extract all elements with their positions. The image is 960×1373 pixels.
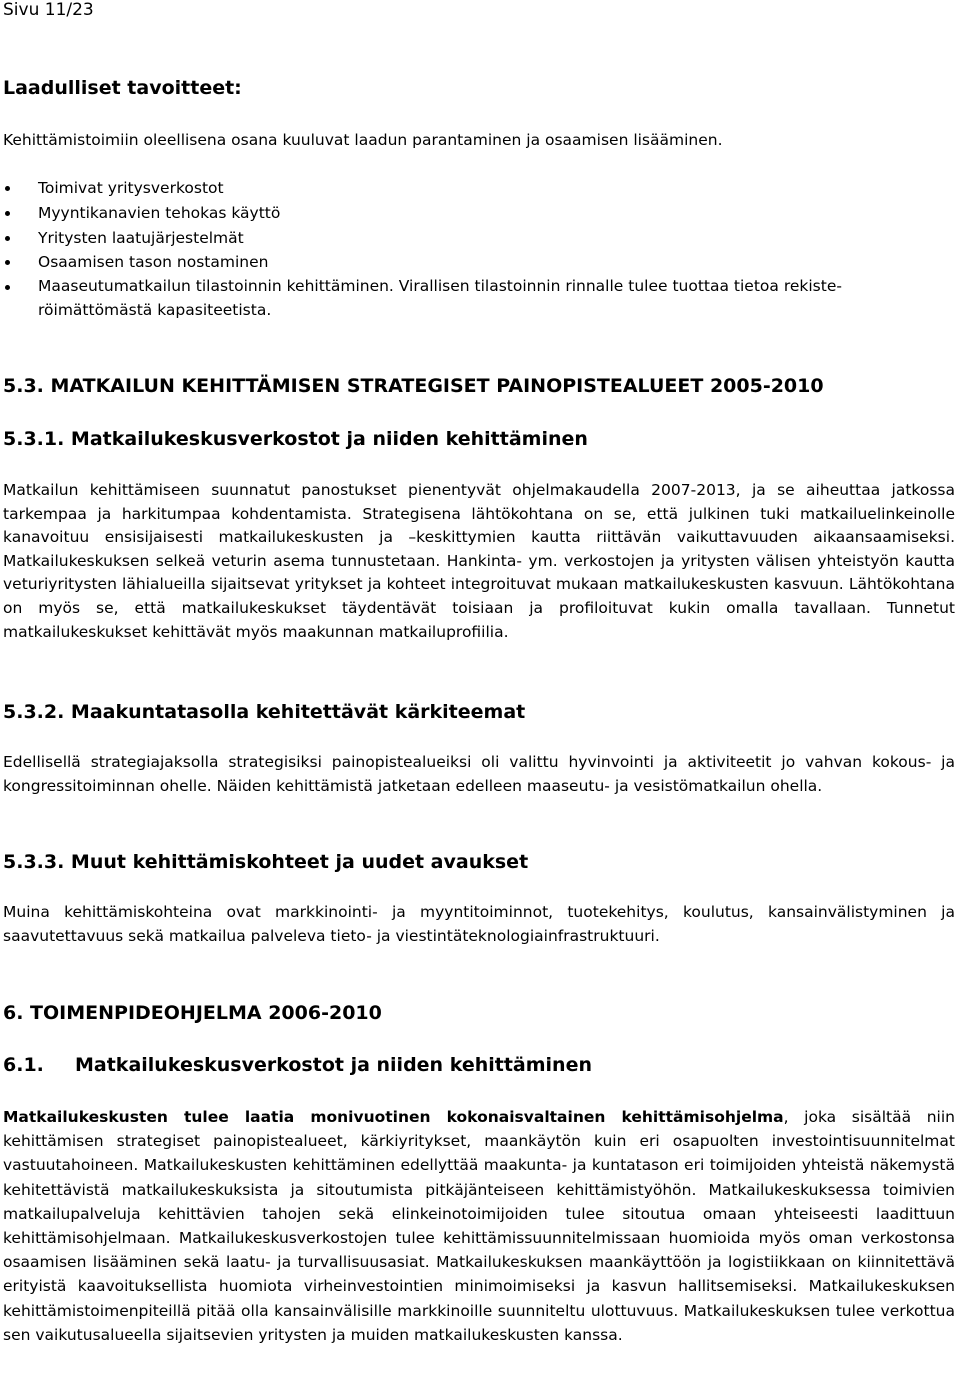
section-6-1-body: , joka sisältää niin kehittämisen strategiset painopistealueet, kärkiyritykset, maankäytön kuin eri osapuolten investointisuunnitelmat vastuutahoineen. Matkailukeskusten kehittäminen edellyttää maakunta- ja kuntatason eri toimijoiden yhteistä näkemystä kehitettävistä matkailukeskuksista ja sitoutumista pitkäjänteiseen kehittämistyöhön. Matkailukeskuksessa toimivien matkailupalveluja kehittävien tahojen sekä elinkeinotoimijoiden tulee sitoutua omaan yhteiseesti laadittuun kehittämisohjelmaan. Matkailukeskusverkostojen tulee kehittämissuunnitelmissaan huomioida myös oman verkostonsa osaamisen lisääminen sekä laatu- ja turvallisuusasiat. Matkailukeskuksen maankäyttöön ja logistiikkaan on kiinnitettävä erityistä kaavoituksellista huomiota virheinvestointien minimoimiseksi ja kasvun hallitsemiseksi. Matkailukeskuksen kehittämistoimenpiteillä pitää olla kansainvälisille markkinoille suunniteltu ulottuvuus. Matkailukeskuksen tulee verkottua sen vaikutusalueella sijaitsevien yritysten ja muiden matkailukeskusten kanssa.	[3, 1108, 955, 1344]
bullet-icon	[5, 211, 10, 216]
page-number: Sivu 11/23	[3, 0, 94, 20]
bullet-icon	[5, 285, 10, 290]
section-6-1-number: 6.1.	[3, 1054, 44, 1076]
bullet-icon	[5, 260, 10, 265]
qualitative-goals-heading: Laadulliset tavoitteet:	[3, 77, 242, 99]
section-6-1-title: Matkailukeskusverkostot ja niiden kehittäminen	[75, 1054, 592, 1076]
section-6-heading: 6. TOIMENPIDEOHJELMA 2006-2010	[3, 1002, 382, 1024]
section-5-3-heading: 5.3. MATKAILUN KEHITTÄMISEN STRATEGISET PAINOPISTEALUEET 2005-2010	[3, 375, 824, 397]
section-5-3-1-paragraph: Matkailun kehittämiseen suunnatut panostukset pienentyvät ohjelmakaudella 2007-2013, ja se aiheuttaa jatkossa tarkempaa ja harkitumpaa kohdentamista. Strategisena lähtökohtana on se, että julkinen tuki matkailuelinkeinolle kanavoituu ensisijaisesti matkailukeskusten ja –keskittymien kautta riittävän vaikuttavuuden aikaansaamiseksi. Matkailukeskuksen selkeä veturin asema tunnustetaan. Hankinta- ym. verkostojen ja yritysten välisen yhteistyön kautta veturiyritysten lähialueilla sijaitsevat yritykset ja kohteet integroituvat mukaan matkailukeskusten kasvuun. Lähtökohtana on myös se, että matkailukeskukset täydentävät toisiaan ja profiloituvat kukin omalla tavallaan. Tunnetut matkailukeskukset kehittävät myös maakunnan matkailuprofiilia.	[3, 481, 955, 641]
section-6-1-heading	[3, 1053, 592, 1077]
list-item-text: Osaamisen tason nostaminen	[38, 253, 269, 271]
section-6-1-paragraph	[3, 1105, 955, 1347]
section-5-3-1-heading: 5.3.1. Matkailukeskusverkostot ja niiden kehittäminen	[3, 428, 588, 450]
section-6-1-bold-lead: Matkailukeskusten tulee laatia monivuotinen kokonaisvaltainen kehittämisohjelma	[3, 1108, 784, 1126]
section-5-3-3-paragraph: Muina kehittämiskohteina ovat markkinointi- ja myyntitoiminnot, tuotekehitys, koulutus, kansainvälistyminen ja saavutettavuus sekä matkailua palveleva tieto- ja viestintäteknologiainfrastruktuuri.	[3, 903, 955, 945]
section-5-3-2-heading: 5.3.2. Maakuntatasolla kehitettävät kärkiteemat	[3, 701, 526, 723]
list-item-text-continuation: röimättömästä kapasiteetista.	[38, 301, 272, 319]
bullet-icon	[5, 236, 10, 241]
list-item-text: Myyntikanavien tehokas käyttö	[38, 204, 281, 222]
section-5-3-3-heading: 5.3.3. Muut kehittämiskohteet ja uudet avaukset	[3, 851, 529, 873]
list-item-text: Maaseutumatkailun tilastoinnin kehittäminen. Virallisen tilastoinnin rinnalle tulee tuottaa tietoa rekiste-	[38, 277, 842, 295]
list-item-text: Toimivat yritysverkostot	[38, 179, 224, 197]
section-5-3-2-paragraph: Edellisellä strategiajaksolla strategisiksi painopistealueiksi oli valittu hyvinvointi ja aktiviteetit jo vahvan kokous- ja kongressitoiminnan ohelle. Näiden kehittämistä jatketaan edelleen maaseutu- ja vesistömatkailun ohella.	[3, 753, 955, 795]
list-item-text: Yritysten laatujärjestelmät	[38, 229, 244, 247]
qualitative-goals-intro: Kehittämistoimiin oleellisena osana kuuluvat laadun parantaminen ja osaamisen lisääminen.	[3, 131, 723, 149]
bullet-icon	[5, 186, 10, 191]
